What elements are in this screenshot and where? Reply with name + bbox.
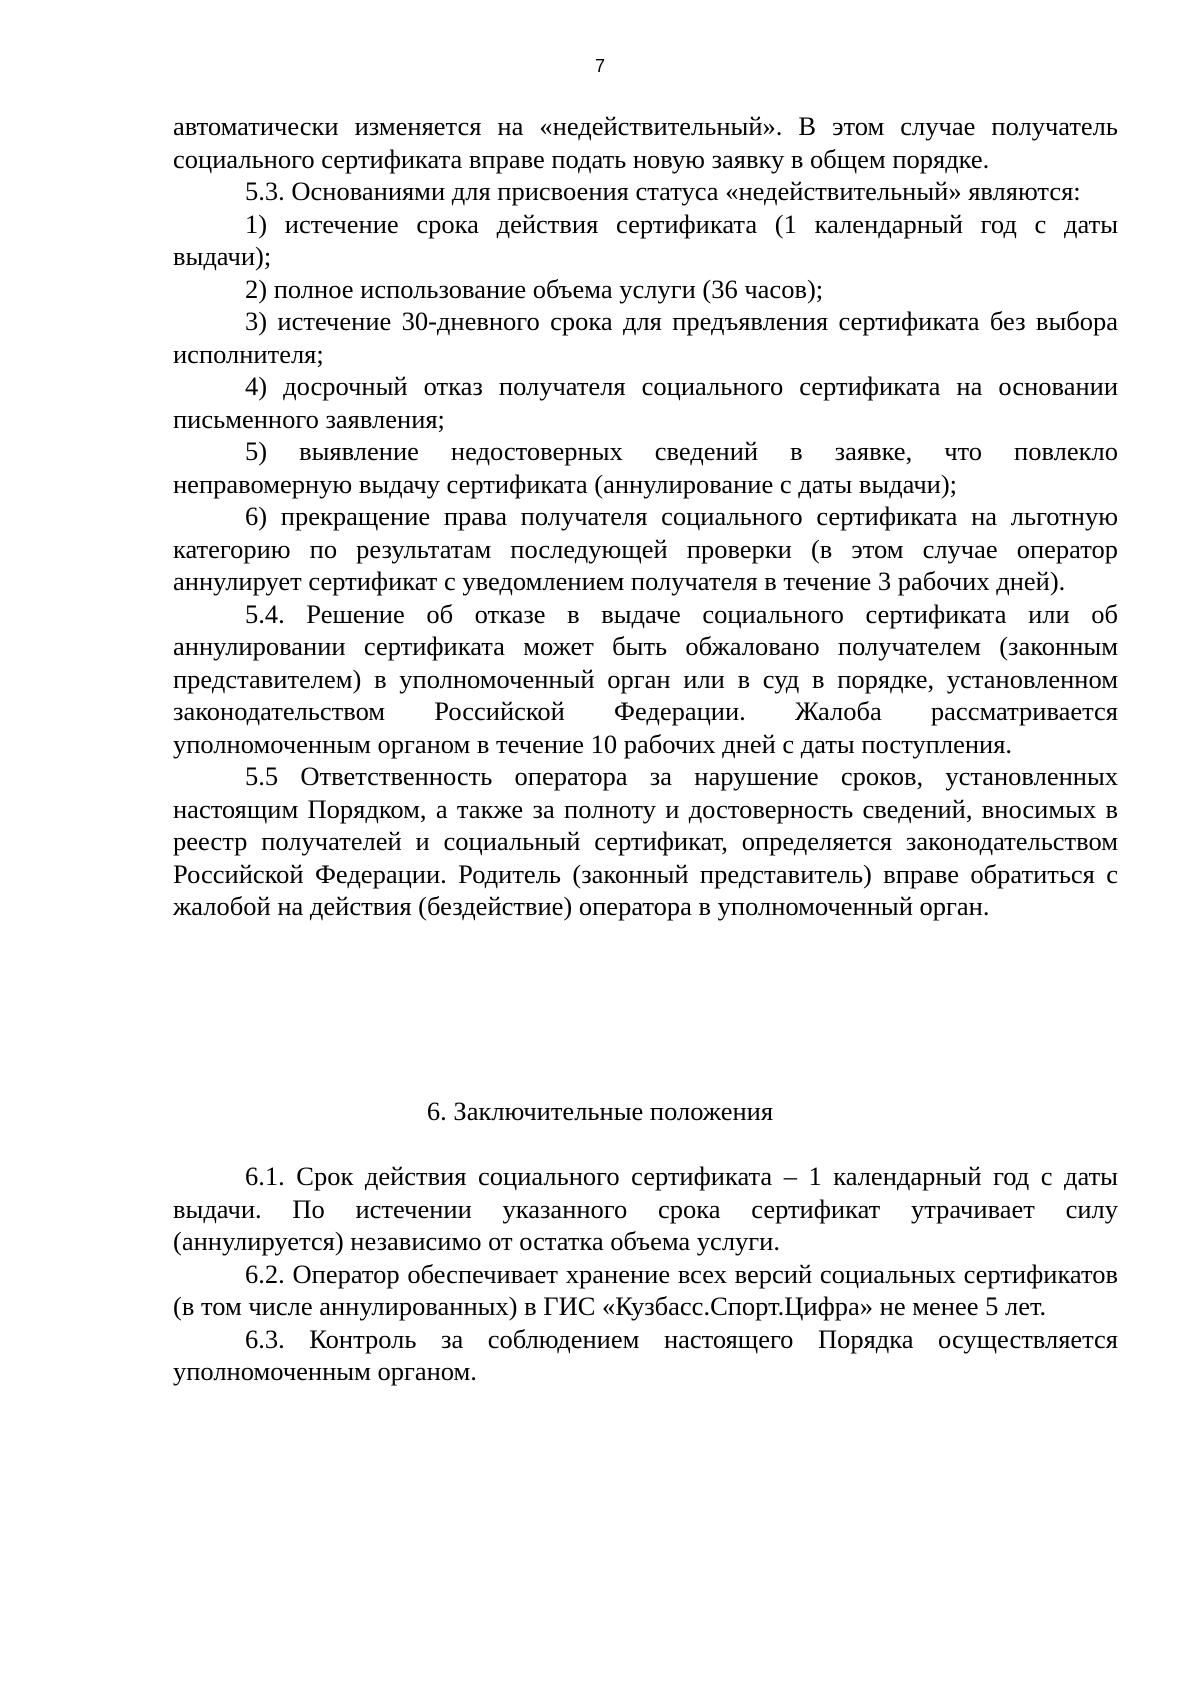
section-6-body (173, 1160, 1118, 1388)
paragraph-6-1: 6.1. Срок действия социального сертификата – 1 календарный год с даты выдачи. По истечении указанного срока сертификат утрачивает силу (аннулируется) независимо от остатка объема услуги. (173, 1161, 1118, 1256)
paragraph-6-2: 6.2. Оператор обеспечивает хранение всех версий социальных сертификатов (в том числе аннулированных) в ГИС «Кузбасс.Спорт.Цифра» не менее 5 лет. (173, 1258, 1118, 1321)
paragraph-5-5: 5.5 Ответственность оператора за нарушение сроков, установленных настоящим Порядком, а также за полноту и достоверность сведений, вносимых в реестр получателей и социальный сертификат, определяется законодательством Российской Федерации. Родитель (законный представитель) вправе обратиться с жалобой на действия (бездействие) оператора в уполномоченный орган. (173, 761, 1118, 921)
page-number: 7 (594, 56, 605, 76)
section-6-heading: 6. Заключительные положения (426, 1096, 774, 1126)
paragraph-6-3: 6.3. Контроль за соблюдением настоящего Порядка осуществляется уполномоченным органом. (173, 1323, 1118, 1386)
list-item-3: 3) истечение 30-дневного срока для предъявления сертификата без выбора исполнителя; (173, 306, 1118, 369)
paragraph-5-4: 5.4. Решение об отказе в выдаче социального сертификата или об аннулировании сертификата может быть обжаловано получателем (законным представителем) в уполномоченный орган или в суд в порядке, установленном законодательством Российской Федерации. Жалоба рассматривается уполномоченным органом в течение 10 рабочих дней с даты поступления. (173, 598, 1118, 759)
list-item-4: 4) досрочный отказ получателя социального сертификата на основании письменного заявления; (173, 371, 1118, 434)
list-item-2: 2) полное использование объема услуги (36 часов); (245, 273, 824, 304)
list-item-1: 1) истечение срока действия сертификата (1 календарный год с даты выдачи); (173, 208, 1118, 271)
list-item-6: 6) прекращение права получателя социального сертификата на льготную категорию по результатам последующей проверки (в этом случае оператор аннулирует сертификат с уведомлением получателя в течение 3 рабочих дней). (173, 501, 1118, 596)
list-item-5: 5) выявление недостоверных сведений в заявке, что повлекло неправомерную выдачу сертификата (аннулирование с даты выдачи); (173, 436, 1118, 499)
paragraph-continuation: автоматически изменяется на «недействительный». В этом случае получатель социального сертификата вправе подать новую заявку в общем порядке. (173, 111, 1118, 174)
section-5-body (173, 110, 1118, 923)
paragraph-5-3: 5.3. Основаниями для присвоения статуса «недействительный» являются: (245, 176, 1081, 206)
